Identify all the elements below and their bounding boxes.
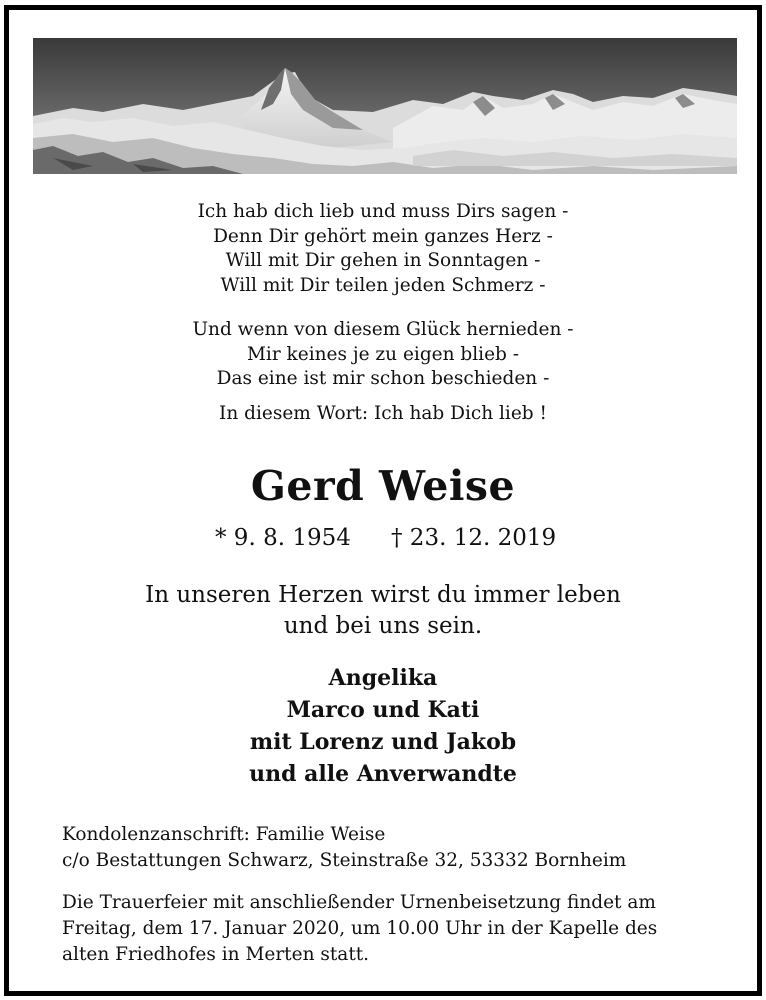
mourner-line: Angelika [328, 665, 438, 691]
memorial-motto [9, 580, 757, 642]
death-date: † 23. 12. 2019 [391, 525, 557, 551]
ceremony-notice [62, 890, 732, 968]
poem-stanza-1 [9, 200, 757, 298]
poem-line: In diesem Wort: Ich hab Dich lieb ! [219, 403, 547, 424]
mourner-line: mit Lorenz und Jakob [249, 729, 517, 755]
poem-stanza-3 [9, 402, 757, 427]
poem-line: Und wenn von diesem Glück hernieden - [192, 319, 574, 340]
ceremony-line: Die Trauerfeier mit anschließender Urnenbeisetzung findet am [62, 892, 656, 913]
birth-date: * 9. 8. 1954 [215, 525, 351, 551]
deceased-name: Gerd Weise [250, 462, 516, 510]
motto-line: und bei uns sein. [283, 613, 483, 639]
motto-line: In unseren Herzen wirst du immer leben [145, 582, 621, 608]
ceremony-line: alten Friedhofes in Merten statt. [62, 944, 370, 965]
poem-line: Will mit Dir teilen jeden Schmerz - [220, 274, 546, 296]
mountain-panorama-icon [33, 38, 737, 174]
condolence-line: Kondolenzanschrift: Familie Weise [62, 824, 386, 845]
poem-line: Das eine ist mir schon beschieden - [216, 368, 550, 389]
mourners-list [9, 662, 757, 790]
poem-line: Mir keines je zu eigen blieb - [246, 343, 520, 365]
mountain-panorama-photo [33, 38, 737, 174]
condolence-line: c/o Bestattungen Schwarz, Steinstraße 32, 53332 Bornheim [62, 850, 627, 871]
condolence-address [62, 822, 732, 874]
ceremony-line: Freitag, dem 17. Januar 2020, um 10.00 Uhr in der Kapelle des [62, 918, 658, 939]
poem-line: Denn Dir gehört mein ganzes Herz - [213, 225, 553, 247]
mourner-line: Marco und Kati [286, 697, 480, 723]
poem-line: Ich hab dich lieb und muss Dirs sagen - [197, 201, 569, 222]
mourner-line: und alle Anverwandte [249, 761, 517, 787]
poem-line: Will mit Dir gehen in Sonntagen - [225, 250, 541, 271]
obituary-frame [4, 5, 762, 996]
poem-stanza-2 [9, 318, 757, 392]
